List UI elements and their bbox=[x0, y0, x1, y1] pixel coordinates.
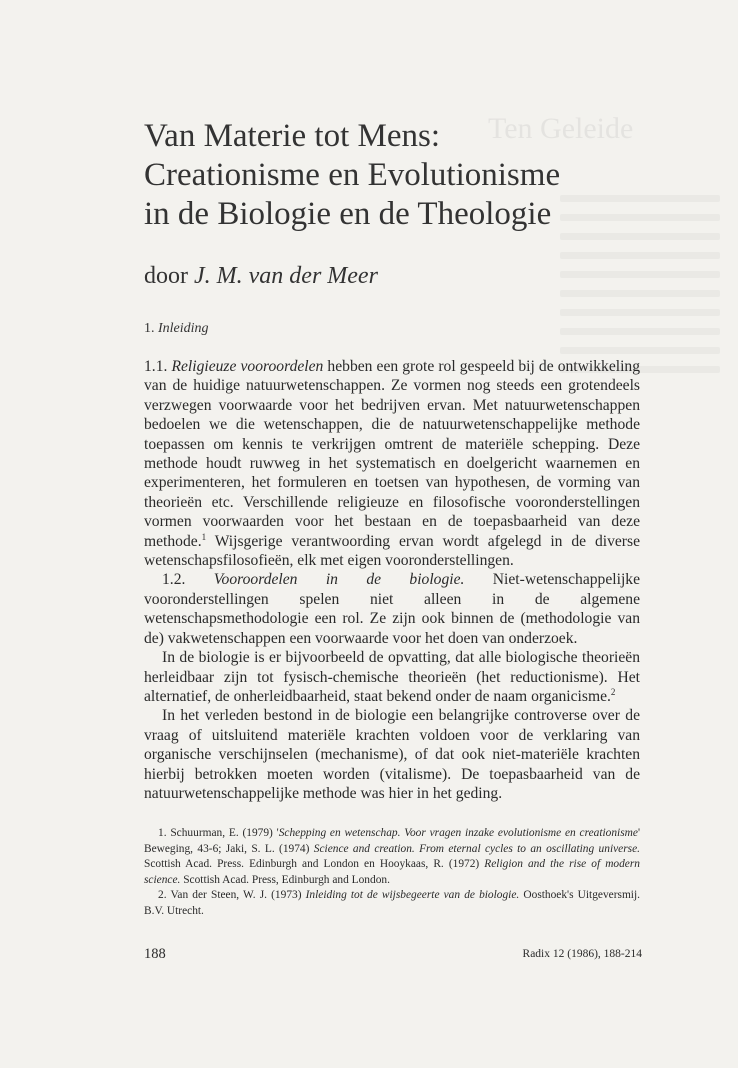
footnote-text: Scottish Acad. Press, Edinburgh and London. bbox=[180, 873, 390, 886]
paragraph-vitalism bbox=[144, 706, 640, 803]
article-title bbox=[144, 117, 664, 234]
footnote-ref-2: 2 bbox=[610, 686, 616, 697]
paragraph-1-1 bbox=[144, 357, 640, 570]
footnote-text: 2. Van der Steen, W. J. (1973) bbox=[158, 889, 306, 902]
footnote-2 bbox=[144, 888, 640, 919]
bleed-through-text: Ten Geleide bbox=[488, 112, 634, 145]
footnote-work-title: Inleiding tot de wijsbegeerte van de biologie. bbox=[305, 889, 520, 902]
paragraph-text: Niet-wetenschappelijke vooronderstellingen spelen niet alleen in de algemene wetenschapsmethodologie een rol. Ze zijn ook binnen de (methodologie van de) vakwetenschappen een voorwaarde voor het doen van onderzoek. bbox=[144, 571, 640, 647]
paragraph-1-2 bbox=[144, 570, 640, 648]
paragraph-number: 1.1. bbox=[144, 358, 168, 375]
footnote-work-title: Schepping en wetenschap. Voor vragen inzake evolutionisme en creationisme bbox=[278, 827, 638, 839]
page-number: 188 bbox=[144, 946, 166, 962]
footnote-text: ' Beweging, 43-6; Jaki, S. L. (1974) bbox=[144, 827, 640, 855]
paragraph-text: In de biologie is er bijvoorbeeld de opvatting, dat alle biologische theorieën herleidbaar zijn tot fysisch-chemische theorieën (het reductionisme). Het alternatief, de onherleidbaarheid, staat bekend onder de naam organicisme. bbox=[144, 649, 640, 705]
footnotes bbox=[144, 826, 640, 920]
byline-prefix: door bbox=[144, 263, 188, 289]
footnote-text: 1. Schuurman, E. (1979) ' bbox=[158, 827, 279, 839]
title-line-1: Van Materie tot Mens: bbox=[144, 118, 441, 154]
footnote-ref-1: 1 bbox=[201, 531, 207, 542]
paragraph-heading: Religieuze vooroordelen bbox=[171, 358, 324, 375]
journal-reference: Radix 12 (1986), 188-214 bbox=[522, 948, 642, 960]
section-heading bbox=[144, 321, 209, 337]
paragraph-number: 1.2. bbox=[162, 571, 186, 589]
title-line-2: Creationisme en Evolutionisme bbox=[144, 157, 561, 193]
paragraph-reductionism bbox=[144, 648, 640, 706]
body-text bbox=[144, 357, 640, 803]
footnote-work-title: Religion and the rise of modern science. bbox=[144, 858, 640, 886]
section-title: Inleiding bbox=[158, 321, 209, 336]
paragraph-heading: Vooroordelen in de biologie. bbox=[213, 571, 465, 589]
paragraph-text: hebben een grote rol gespeeld bij de ontwikkeling van de huidige natuurwetenschappen. Ze vormen nog steeds een grotendeels verzwegen voorwaarde voor het bedrijven ervan. Met natuurwetenschappen bedoelen we die wetenschappen, die de natuurwetenschappelijke methode toepassen om kennis te verkrijgen omtrent de materiële schepping. Deze methode houdt ruwweg in het systematisch en doelgericht waarnemen en experimenteren, het formuleren en toetsen van hypothesen, de vorming van theorieën etc. Verschillende religieuze en filosofische vooronderstellingen vormen voorwaarden voor het bestaan en de toepasbaarheid van deze methode. bbox=[144, 358, 640, 550]
author-name: J. M. van der Meer bbox=[194, 263, 378, 289]
paragraph-text: In het verleden bestond in de biologie een belangrijke controverse over de vraag of uitsluitend materiële krachten voldoen voor de verklaring van organische verschijnselen (mechanisme), of dat ook niet-materiële krachten hierbij betrokken moeten worden (vitalisme). De toepasbaarheid van de natuurwetenschappelijke methode was hier in het geding. bbox=[144, 707, 640, 802]
footnote-text: Oosthoek's Uitgeversmij. B.V. Utrecht. bbox=[144, 889, 640, 917]
title-line-3: in de Biologie en de Theologie bbox=[144, 196, 552, 232]
paragraph-text-tail: Wijsgerige verantwoording ervan wordt afgelegd in de diverse wetenschapsfilosofieën, elk met eigen vooronderstellingen. bbox=[144, 532, 640, 570]
footnote-text: Scottish Acad. Press. Edinburgh and London en Hooykaas, R. (1972) bbox=[144, 858, 485, 871]
section-number: 1. bbox=[144, 321, 155, 336]
footnote-work-title: Science and creation. From eternal cycles to an oscillating universe. bbox=[313, 842, 640, 855]
footnote-1 bbox=[144, 826, 640, 888]
author-byline bbox=[144, 263, 378, 290]
